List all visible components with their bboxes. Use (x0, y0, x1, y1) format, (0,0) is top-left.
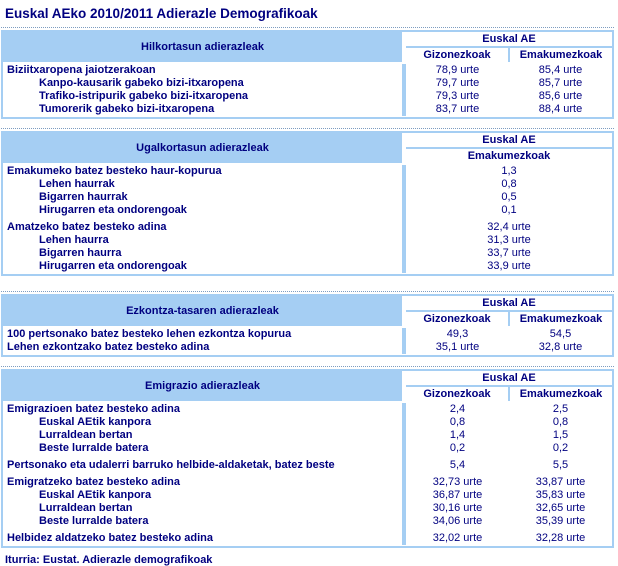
row-label: Hirugarren eta ondorengoak (39, 204, 187, 216)
table-header (3, 371, 612, 401)
table-row (406, 90, 612, 103)
row-labels-column (3, 165, 402, 273)
row-label: Emakumeko batez besteko haur-kopurua (7, 165, 222, 177)
table-row (406, 165, 612, 178)
row-value: 0,8 (449, 416, 466, 428)
row-value: 35,83 urte (535, 489, 586, 501)
row-value: 31,3 urte (487, 234, 531, 246)
region-header: Euskal AE (406, 133, 612, 147)
table-row (406, 532, 612, 545)
table-row (406, 247, 612, 260)
table-row (406, 328, 612, 341)
column-header-emakumezkoak: Emakumezkoak (510, 387, 612, 401)
row-values-column (406, 403, 612, 545)
row-label: Hirugarren eta ondorengoak (39, 260, 187, 272)
row-value: 83,7 urte (435, 103, 480, 115)
table-row (406, 442, 612, 455)
row-values-column (406, 165, 612, 273)
row-labels-column (3, 328, 402, 354)
row-label: Euskal AEtik kanpora (39, 489, 152, 501)
table-row (406, 502, 612, 515)
table-row (406, 221, 612, 234)
stat-table-ezkontza (1, 294, 614, 357)
row-values-column (406, 64, 612, 116)
row-label: Emigratzeko batez besteko adina (7, 476, 180, 488)
table-body (3, 401, 612, 546)
column-headers (406, 296, 612, 326)
column-header-row (406, 312, 612, 326)
row-label: Beste lurralde batera (39, 515, 149, 527)
row-label: Helbidez aldatzeko batez besteko adina (7, 532, 214, 544)
table-row (406, 204, 612, 217)
row-value: 78,9 urte (435, 64, 480, 76)
source-note: Iturria: Eustat. Adierazle demografikoak (5, 554, 213, 566)
row-value: 0,5 (501, 191, 517, 203)
row-label: Amatzeko batez besteko adina (7, 221, 167, 233)
table-row (406, 64, 612, 77)
column-header-emakumezkoak: Emakumezkoak (510, 48, 612, 62)
row-label: Beste lurralde batera (39, 442, 149, 454)
stat-table-emigrazio (1, 369, 614, 548)
row-label: Lehen haurrak (39, 178, 115, 190)
table-body (3, 163, 612, 274)
column-headers (406, 32, 612, 62)
row-label: Trafiko-istripurik gabeko bizi-itxaropena (39, 90, 249, 102)
row-value: 79,7 urte (435, 77, 480, 89)
row-label: Bigarren haurrak (39, 191, 128, 203)
table-row (406, 459, 612, 472)
row-value: 35,39 urte (535, 515, 586, 527)
table-body (3, 62, 612, 117)
page-title: Euskal AEko 2010/2011 Adierazle Demografikoak (5, 6, 318, 21)
table-row (406, 476, 612, 489)
row-label: Lehen ezkontzako batez besteko adina (7, 341, 210, 353)
table-row (406, 234, 612, 247)
table-row (406, 103, 612, 116)
row-label: Kanpo-kausarik gabeko bizi-itxaropena (39, 77, 244, 89)
table-row (406, 515, 612, 528)
table-row (406, 416, 612, 429)
row-value: 36,87 urte (432, 489, 483, 501)
row-value: 32,4 urte (487, 221, 531, 233)
row-label: Pertsonako eta udalerri barruko helbide-aldaketak, batez beste (7, 459, 335, 471)
row-labels-column (3, 64, 402, 116)
table-row (406, 489, 612, 502)
row-value: 49,3 (446, 328, 469, 340)
table-row (406, 178, 612, 191)
stat-table-ugalkortasun (1, 131, 614, 276)
column-header-emakumezkoak: Emakumezkoak (510, 312, 612, 326)
table-title: Hilkortasun adierazleak (141, 41, 264, 53)
row-value: 33,7 urte (487, 247, 531, 259)
row-label: Lurraldean bertan (39, 502, 133, 514)
table-row (406, 191, 612, 204)
region-header: Euskal AE (406, 296, 612, 310)
row-label: Lehen haurra (39, 234, 109, 246)
table-title: Emigrazio adierazleak (145, 380, 260, 392)
row-value: 5,5 (552, 459, 569, 471)
row-value: 0,2 (449, 442, 466, 454)
row-value: 35,1 urte (435, 341, 480, 353)
table-row (406, 260, 612, 273)
row-label: Lurraldean bertan (39, 429, 133, 441)
tables-container (1, 30, 618, 548)
row-value: 34,06 urte (432, 515, 483, 527)
row-value: 32,65 urte (535, 502, 586, 514)
table-header (3, 133, 612, 163)
column-header-gizonezkoak: Gizonezkoak (406, 312, 508, 326)
region-header: Euskal AE (406, 371, 612, 385)
stat-table-hilkortasun (1, 30, 614, 119)
column-header-row (406, 387, 612, 401)
row-value: 0,2 (552, 442, 569, 454)
row-value: 88,4 urte (538, 103, 583, 115)
column-header-row (406, 149, 612, 163)
row-value: 5,4 (449, 459, 466, 471)
row-value: 2,4 (449, 403, 466, 415)
column-headers (406, 133, 612, 163)
row-values-column (406, 328, 612, 354)
row-value: 33,87 urte (535, 476, 586, 488)
table-title: Ezkontza-tasaren adierazleak (126, 305, 279, 317)
row-value: 32,02 urte (432, 532, 483, 544)
row-labels-column (3, 403, 402, 545)
column-headers (406, 371, 612, 401)
row-value: 54,5 (549, 328, 572, 340)
row-label: Euskal AEtik kanpora (39, 416, 152, 428)
row-label: Bigarren haurra (39, 247, 122, 259)
row-value: 30,16 urte (432, 502, 483, 514)
row-value: 0,8 (501, 178, 517, 190)
table-row (406, 341, 612, 354)
table-header (3, 32, 612, 62)
row-value: 79,3 urte (435, 90, 480, 102)
row-label: 100 pertsonako batez besteko lehen ezkontza kopurua (7, 328, 292, 340)
row-value: 32,73 urte (432, 476, 483, 488)
region-header: Euskal AE (406, 32, 612, 46)
column-header-gizonezkoak: Gizonezkoak (406, 387, 508, 401)
table-row (406, 77, 612, 90)
row-value: 0,1 (501, 204, 517, 216)
row-value: 32,8 urte (538, 341, 583, 353)
column-header-emakumezkoak: Emakumezkoak (406, 149, 612, 163)
row-value: 1,3 (501, 165, 517, 177)
row-label: Biziitxaropena jaiotzerakoan (7, 64, 156, 76)
row-value: 2,5 (552, 403, 569, 415)
table-row (406, 403, 612, 416)
row-value: 0,8 (552, 416, 569, 428)
column-header-gizonezkoak: Gizonezkoak (406, 48, 508, 62)
row-value: 32,28 urte (535, 532, 586, 544)
table-row (406, 429, 612, 442)
row-value: 85,6 urte (538, 90, 583, 102)
row-value: 85,7 urte (538, 77, 583, 89)
table-header (3, 296, 612, 326)
row-label: Emigrazioen batez besteko adina (7, 403, 180, 415)
table-body (3, 326, 612, 355)
row-value: 33,9 urte (487, 260, 531, 272)
column-header-row (406, 48, 612, 62)
row-value: 85,4 urte (538, 64, 583, 76)
row-value: 1,5 (552, 429, 569, 441)
table-title: Ugalkortasun adierazleak (136, 142, 269, 154)
row-label: Tumorerik gabeko bizi-itxaropena (39, 103, 215, 115)
row-value: 1,4 (449, 429, 466, 441)
